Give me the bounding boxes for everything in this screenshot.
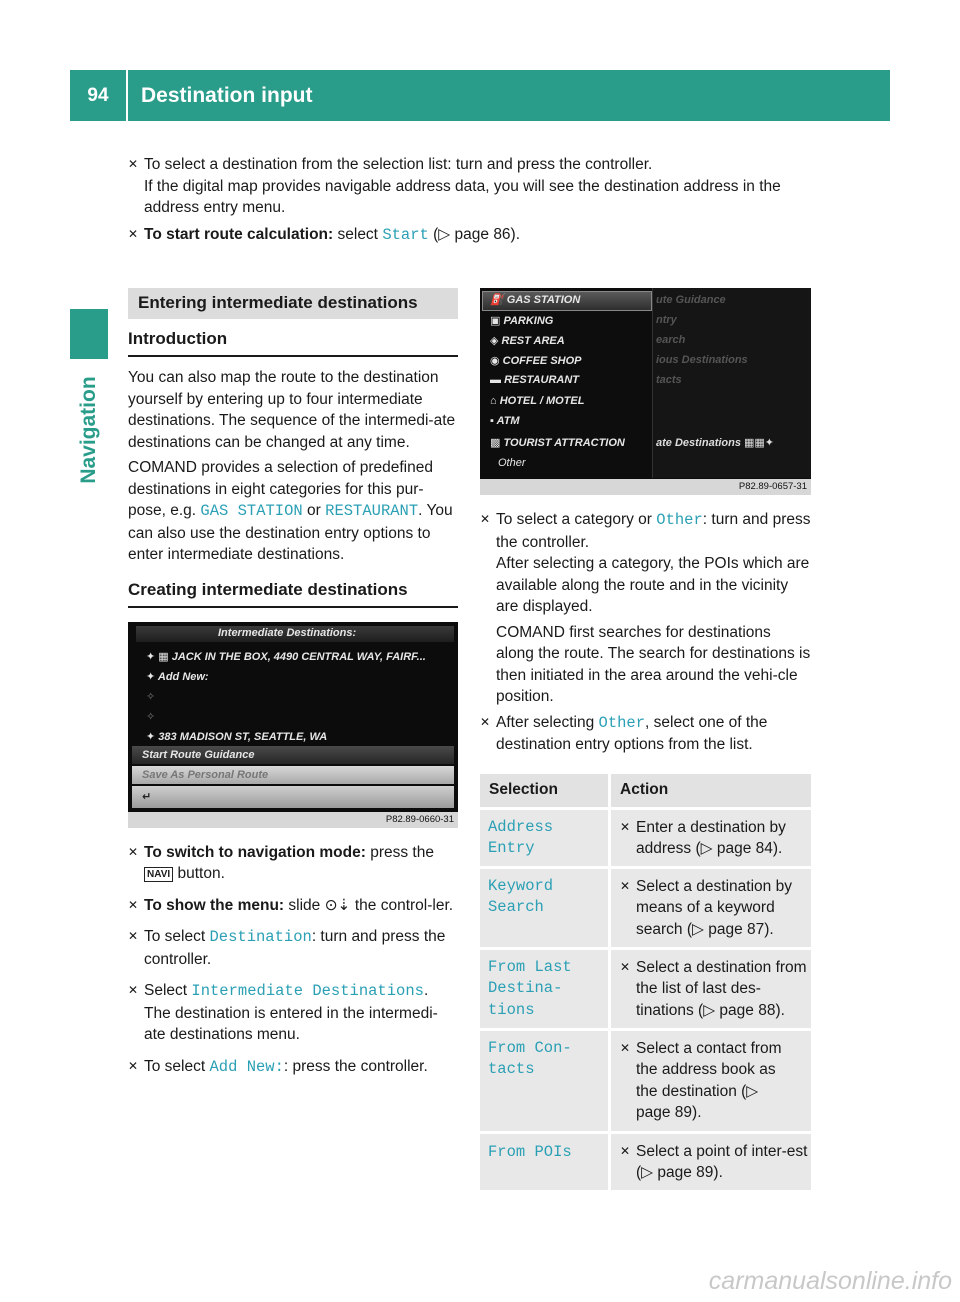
code-intermediate-destinations: Intermediate Destinations bbox=[191, 982, 424, 1000]
selection-table bbox=[480, 774, 811, 1190]
selection-from-contacts: From Con‐ tacts bbox=[488, 1038, 572, 1078]
action-text: ✕ Select a destination from the list of last des-tinations (▷ page 88). bbox=[620, 957, 811, 1022]
action-text: ✕ Select a destination by means of a keyword search (▷ page 87). bbox=[620, 876, 811, 941]
side-tab-label: Navigation bbox=[77, 376, 100, 484]
code-destination: Destination bbox=[209, 928, 312, 946]
table-row bbox=[480, 869, 811, 947]
selection-address-entry: Address Entry bbox=[488, 817, 554, 857]
step-after-other: ✕ After selecting Other, select one of the destination entry options from the list. bbox=[480, 712, 811, 756]
screen-row-3: ✧ bbox=[146, 690, 156, 703]
code-add-new: Add New: bbox=[209, 1057, 284, 1076]
menu-back-icon: ↵ bbox=[142, 790, 152, 803]
step-switch-nav-mode: ✕ To switch to navigation mode: press the NAVI button. bbox=[128, 842, 458, 885]
step-start-route: ✕ To start route calculation: select Start (▷ page 86). bbox=[128, 224, 818, 247]
menu-save-personal-route: Save As Personal Route bbox=[142, 768, 269, 781]
top-steps bbox=[128, 154, 818, 246]
table-row bbox=[480, 1031, 811, 1131]
menu-start-route-guidance: Start Route Guidance bbox=[142, 748, 255, 761]
category-hotel: ⌂ HOTEL / MOTEL bbox=[490, 395, 585, 407]
step-select-intermediate: ✕ Select Intermediate Destinations. The destination is entered in the intermedi-ate destinations menu. bbox=[128, 980, 458, 1046]
intro-paragraph-2: COMAND provides a selection of predefined destinations in eight categories for this pur-pose, e.g. GAS STATION or RESTAURANT. You can also use the destination entry options to enter intermediate destinations. bbox=[128, 459, 453, 563]
table-row bbox=[480, 1134, 811, 1190]
category-atm: ▪ ATM bbox=[490, 415, 520, 427]
watermark: carmanualsonline.info bbox=[708, 1267, 952, 1295]
page-title: Destination input bbox=[141, 83, 313, 107]
screen-row-4: ✧ bbox=[146, 710, 156, 723]
left-column bbox=[128, 288, 458, 1078]
bg-menu-item-active: ate Destinations ▦▦✦ bbox=[656, 437, 775, 449]
action-text: ✕ Enter a destination by address (▷ page 84). bbox=[620, 817, 811, 860]
category-rest-area: ◈ REST AREA bbox=[490, 335, 565, 347]
action-text: ✕ Select a contact from the address book as the destination (▷ page 89). bbox=[620, 1038, 811, 1124]
intro-heading: Introduction bbox=[128, 329, 458, 357]
screenshot-caption: P82.89-0660-31 bbox=[385, 813, 454, 825]
screen-row-2: ✦ Add New: bbox=[146, 670, 209, 683]
category-parking: ▣ PARKING bbox=[490, 315, 554, 327]
screenshot-poi-categories bbox=[480, 288, 811, 495]
section-heading: Entering intermediate destinations bbox=[128, 288, 458, 319]
table-row bbox=[480, 950, 811, 1028]
navi-key-icon: NAVI bbox=[144, 867, 173, 882]
bg-menu-item: ntry bbox=[656, 314, 677, 326]
header-divider bbox=[126, 70, 128, 121]
screen-row-1: ✦ ▦ JACK IN THE BOX, 4490 CENTRAL WAY, FAIRF... bbox=[146, 650, 426, 663]
step-select-destination-menu: ✕ To select Destination: turn and press the controller. bbox=[128, 926, 458, 970]
intro-paragraph-1: You can also map the route to the destination yourself by entering up to four intermediate destinations. The sequence of the intermedi-ate destinations can be changed at any time. bbox=[128, 369, 456, 451]
right-column bbox=[480, 288, 811, 1190]
category-gas-station: ⛽ GAS STATION bbox=[490, 294, 581, 306]
step-select-category: ✕ To select a category or Other: turn and press the controller. After selecting a category, the POIs which are available along the route and in the vicinity are displayed. COMAND first searches for destinations along the route. The search for destinations is then initiated in the area around the vehi-cle position. bbox=[480, 509, 811, 708]
create-heading: Creating intermediate destinations bbox=[128, 580, 458, 608]
bg-menu-item: ious Destinations bbox=[656, 354, 748, 366]
category-tourist-attraction: ▩ TOURIST ATTRACTION bbox=[490, 437, 625, 449]
bg-menu-item: earch bbox=[656, 334, 686, 346]
code-other-2: Other bbox=[598, 713, 646, 732]
selection-from-last-destinations: From Last Destina‐ tions bbox=[488, 957, 572, 1019]
selection-keyword-search: Keyword Search bbox=[488, 876, 554, 916]
side-tab-marker bbox=[70, 309, 108, 359]
bg-menu-item: tacts bbox=[656, 374, 682, 386]
code-start: Start bbox=[382, 225, 429, 244]
screen-row-5: ✦ 383 MADISON ST, SEATTLE, WA bbox=[146, 730, 328, 743]
category-other: Other bbox=[498, 457, 526, 469]
screenshot-caption: P82.89-0657-31 bbox=[738, 481, 807, 492]
table-header-row bbox=[480, 774, 811, 807]
code-other: Other bbox=[656, 511, 703, 529]
screen-title: Intermediate Destinations: bbox=[218, 626, 357, 639]
screenshot-intermediate-destinations bbox=[128, 622, 458, 828]
step-add-new: ✕ To select Add New:: press the controller. bbox=[128, 1056, 458, 1079]
selection-from-pois: From POIs bbox=[488, 1142, 572, 1161]
page-number: 94 bbox=[87, 84, 109, 106]
table-row bbox=[480, 810, 811, 866]
search-note: COMAND first searches for destinations along the route. The search for destinations is then initiated in the area around the vehi-cle position. bbox=[496, 623, 811, 705]
table-header-action: Action bbox=[608, 774, 811, 807]
code-gas-station: GAS STATION bbox=[200, 502, 303, 520]
code-restaurant: RESTAURANT bbox=[325, 502, 419, 520]
category-coffee-shop: ◉ COFFEE SHOP bbox=[490, 355, 582, 367]
step-show-menu: ✕ To show the menu: slide ⊙⇣ the control-ler. bbox=[128, 895, 458, 917]
table-header-selection: Selection bbox=[480, 774, 608, 807]
category-restaurant: ▬ RESTAURANT bbox=[490, 374, 580, 386]
bg-menu-item: ute Guidance bbox=[656, 294, 726, 306]
step-select-destination: ✕ To select a destination from the selection list: turn and press the controller. If the digital map provides navigable address data, you will see the destination address in the address entry menu. bbox=[128, 154, 818, 219]
action-text: ✕ Select a point of inter-est (▷ page 89). bbox=[620, 1141, 811, 1184]
